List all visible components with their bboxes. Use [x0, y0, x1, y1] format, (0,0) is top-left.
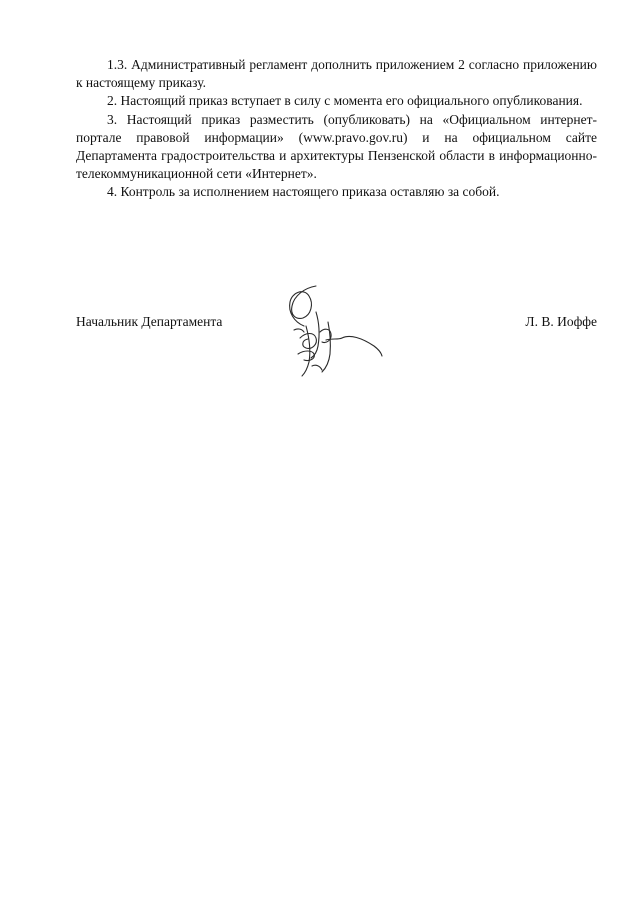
- paragraph-1-3: 1.3. Административный регламент дополнить приложением 2 согласно приложению к настоящему приказу.: [76, 57, 597, 91]
- signatory-name: Л. В. Иоффе: [525, 314, 597, 329]
- handwritten-signature: [276, 282, 386, 384]
- paragraph-4: 4. Контроль за исполнением настоящего приказа оставляю за собой.: [107, 184, 500, 200]
- document-body: [76, 56, 597, 202]
- paragraph-3: 3. Настоящий приказ разместить (опубликовать) на «Официальном интернет-портале правовой информации» (www.pravo.gov.ru) и на официальном сайте Департамента градостроительства и архитектуры Пензенской области в информационно-телекоммуникационной сети «Интернет».: [76, 111, 597, 182]
- paragraph-2: 2. Настоящий приказ вступает в силу с момента его официального опубликования.: [107, 93, 583, 109]
- signatory-position: Начальник Департамента: [76, 314, 223, 329]
